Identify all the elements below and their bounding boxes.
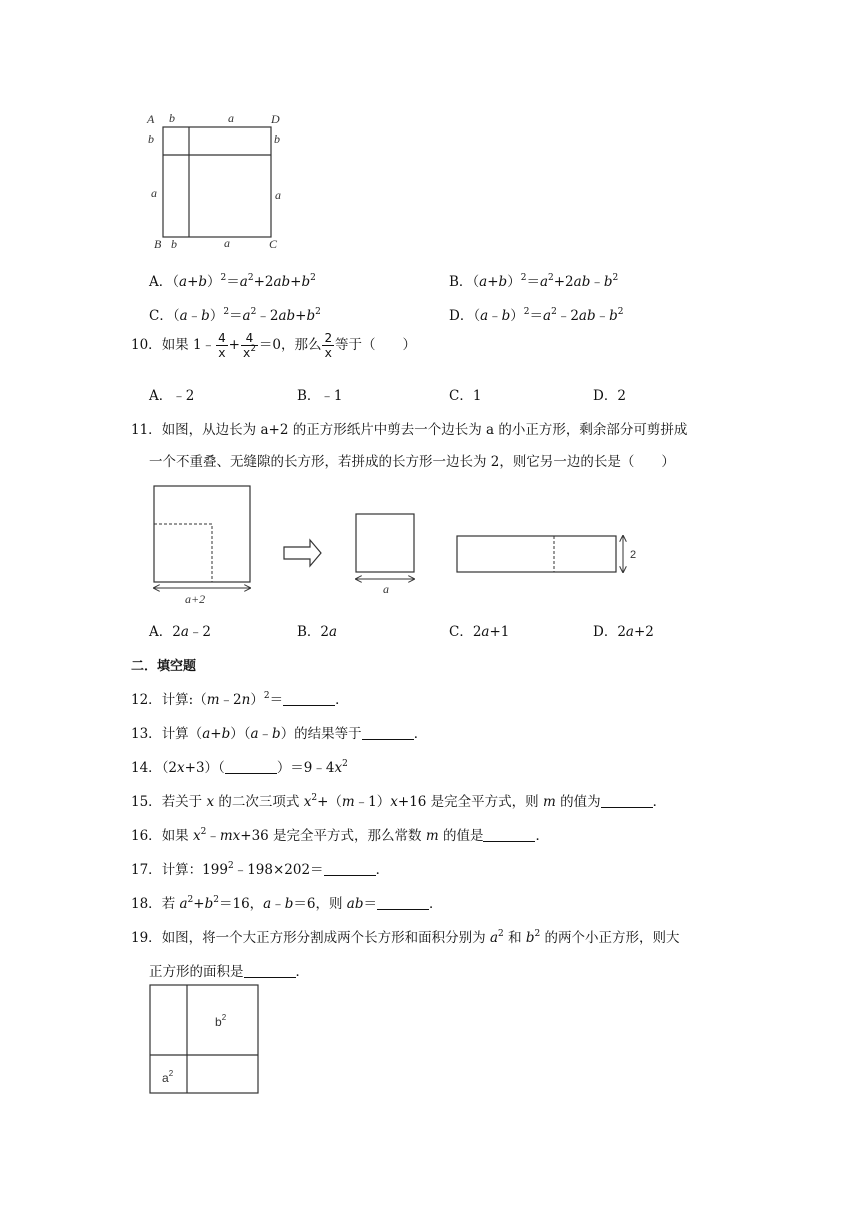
q11-stem-line2: 一个不重叠、无缝隙的长方形，若拼成的长方形一边长为 2，则它另一边的长是（ ）: [149, 454, 675, 470]
small-square-shape: [356, 514, 414, 596]
q19-square-figure: [146, 982, 264, 1096]
q11-option-a[interactable]: A．2a﹣2: [149, 624, 211, 640]
q11-stem-line1: 11．如图，从边长为 a+2 的正方形纸片中剪去一个边长为 a 的小正方形，剩余部分可剪拼成: [131, 422, 688, 438]
q15: 15．若关于 x 的二次三项式 $x^2+(m﹣1)x+16$ 是完全平方式，则 m 的值为 ．: [131, 793, 667, 810]
corner-d-label: D: [271, 112, 280, 126]
left-b-label: b: [148, 132, 154, 146]
q19-line1: 19．如图，将一个大正方形分割成两个长方形和面积分别为 $a^2$ 和 $b^2$ 的两个小正方形，则大: [131, 929, 680, 946]
q12-blank[interactable]: [283, 693, 335, 706]
rectangle-label: 2: [630, 549, 637, 561]
bottom-a-label: a: [224, 236, 230, 250]
q13: 13．计算（a+b）（a﹣b）的结果等于 ．: [131, 726, 428, 742]
big-square-shape: [154, 486, 250, 606]
top-b-label: b: [169, 111, 175, 125]
q13-blank[interactable]: [362, 727, 414, 740]
small-square-label: a: [383, 582, 389, 596]
corner-c-label: C: [269, 237, 278, 251]
q11-option-c[interactable]: C．2a+1: [449, 624, 510, 640]
right-a-label: a: [275, 188, 281, 202]
q9-option-c[interactable]: C．$(a﹣b)^2=a^2﹣2ab+b^2$: [149, 307, 321, 324]
q17-blank[interactable]: [324, 863, 376, 876]
q14: 14．（2x+3）（ ）$=9﹣4x^2$: [131, 759, 348, 776]
q10-option-a[interactable]: A．﹣2: [149, 388, 195, 404]
q19-blank[interactable]: [244, 965, 296, 978]
q19-line2: 正方形的面积是 ．: [149, 964, 309, 980]
q10-fraction-1: $\frac{4}{x}$: [218, 330, 226, 360]
corner-b-label: B: [154, 237, 162, 251]
q9-option-b[interactable]: B．$(a+b)^2=a^2+2ab﹣b^2$: [449, 273, 619, 290]
left-a-label: a: [151, 186, 157, 200]
transform-arrow-icon: [284, 540, 321, 566]
q10-option-c[interactable]: C．1: [449, 388, 482, 404]
q10-option-d[interactable]: D．2: [593, 388, 626, 404]
rectangle-shape: [457, 536, 636, 572]
section-title: 二．填空题: [131, 659, 197, 674]
big-square-label: a+2: [185, 592, 206, 606]
q16: 16．如果 $x^2﹣mx+36$ 是完全平方式，那么常数 m 的值是 ．: [131, 827, 549, 844]
q9-option-d[interactable]: D．$(a﹣b)^2=a^2﹣2ab﹣b^2$: [449, 307, 624, 324]
q15-blank[interactable]: [601, 795, 653, 808]
q14-blank[interactable]: [225, 761, 277, 774]
q17: 17．计算：$199^2﹣198\times 202=$ ．: [131, 861, 390, 878]
q10-stem: 10．如果 1﹣ $\frac{4}{x}$ + $\frac{4}{x^2}$ ＝0，那么 $\frac{2}{x}$ 等于（ ）: [131, 330, 416, 360]
top-a-label: a: [228, 111, 234, 125]
q12: 12．计算:（m﹣2n）$^2$＝ ．: [131, 691, 349, 708]
q11-figure: [140, 476, 660, 610]
q9-option-a[interactable]: A．$(a+b)^2=a^2+2ab+b^2$: [149, 273, 316, 290]
b-squared-label: $b^2$: [215, 1013, 227, 1029]
right-b-label: b: [274, 132, 280, 146]
q18: 18．若 $a^2+b^2=16$，a﹣b＝6，则 ab＝ ．: [131, 895, 443, 912]
q9-square-figure: [140, 106, 300, 254]
q16-blank[interactable]: [483, 829, 535, 842]
corner-a-label: A: [147, 112, 155, 126]
q10-fraction-3: $\frac{2}{x}$: [324, 330, 332, 360]
bottom-b-label: b: [171, 237, 177, 251]
q11-option-b[interactable]: B．2a: [297, 624, 338, 640]
q18-blank[interactable]: [377, 897, 429, 910]
q11-option-d[interactable]: D．2a+2: [593, 624, 654, 640]
q10-fraction-2: $\frac{4}{x^2}$: [242, 330, 256, 360]
q10-option-b[interactable]: B．﹣1: [297, 388, 343, 404]
a-squared-label: $a^2$: [162, 1069, 174, 1085]
